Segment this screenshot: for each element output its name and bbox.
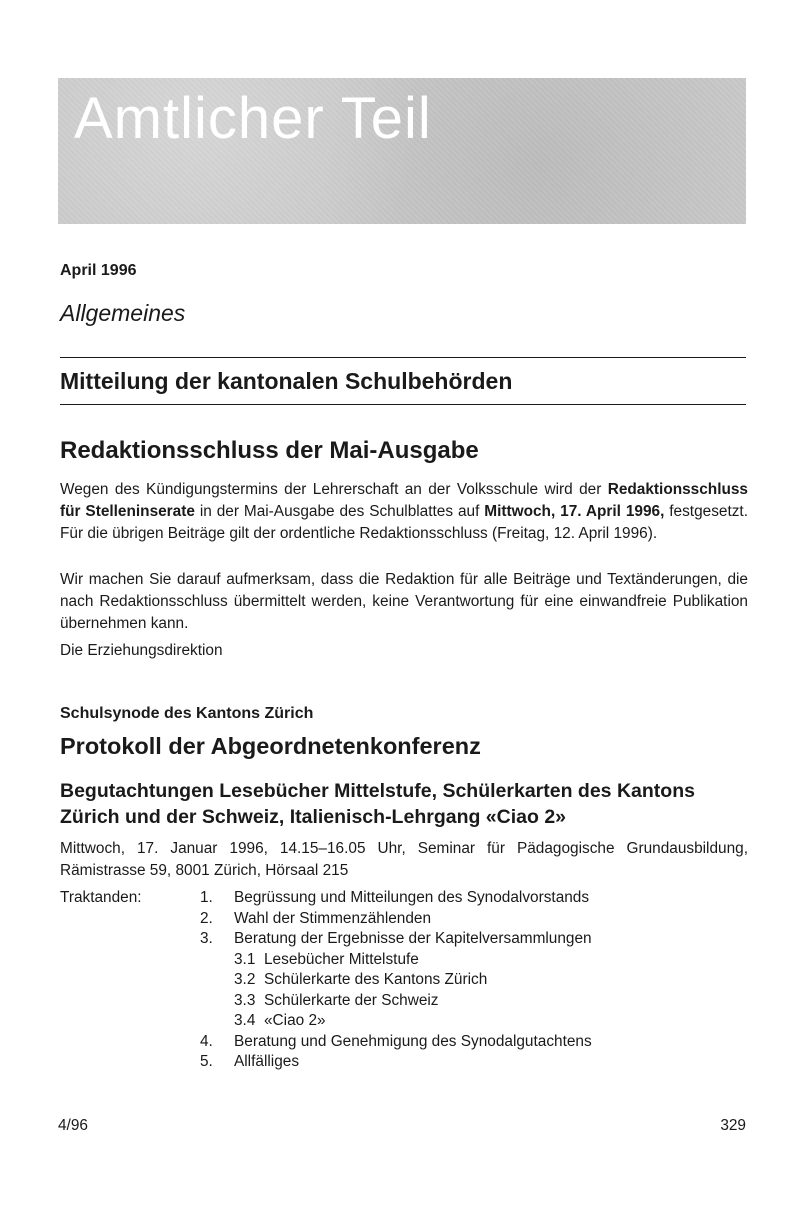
agenda-text: Beratung der Ergebnisse der Kapitelversammlungen bbox=[234, 930, 592, 947]
notice-title: Redaktionsschluss der Mai-Ausgabe bbox=[60, 437, 479, 464]
agenda-item bbox=[200, 909, 592, 930]
agenda-item bbox=[200, 929, 592, 950]
agenda-number: 1. bbox=[200, 889, 213, 906]
agenda-item bbox=[200, 888, 592, 909]
emphasis-deadline: Redaktionsschluss für Stelleninserate bbox=[60, 481, 748, 520]
issue-date: April 1996 bbox=[60, 262, 137, 279]
agenda-number: 3. bbox=[200, 930, 213, 947]
agenda-list bbox=[200, 888, 592, 1073]
agenda-text: Lesebücher Mittelstufe bbox=[264, 950, 419, 968]
agenda-text: Allfälliges bbox=[234, 1053, 300, 1070]
emphasis-date: Mittwoch, 17. April 1996, bbox=[484, 503, 665, 520]
agenda-text: Schülerkarte des Kantons Zürich bbox=[264, 971, 488, 988]
agenda-subitem bbox=[200, 970, 592, 991]
agenda-number: 3.3 bbox=[234, 991, 256, 1009]
agenda-text: Begrüssung und Mitteilungen des Synodalvorstands bbox=[234, 889, 590, 906]
protocol-subtitle: Begutachtungen Lesebücher Mittelstufe, Schülerkarten des Kantons Zürich und der Schweiz, Italienisch-Lehrgang «Ciao 2» bbox=[60, 780, 695, 828]
meeting-details: Mittwoch, 17. Januar 1996, 14.15–16.05 Uhr, Seminar für Pädagogische Grundausbildung, Rämistrasse 59, 8001 Zürich, Hörsaal 215 bbox=[60, 840, 748, 879]
divider-top bbox=[60, 357, 746, 358]
notice-paragraph-2: Wir machen Sie darauf aufmerksam, dass die Redaktion für alle Beiträge und Textänderungen, die nach Redaktionsschluss übermittelt werden, keine Verantwortung für eine einwandfreie Publikation übernehmen kann. bbox=[60, 571, 748, 632]
agenda-text: Wahl der Stimmenzählenden bbox=[234, 909, 432, 927]
agenda-number: 5. bbox=[200, 1053, 213, 1070]
agenda-subitem bbox=[200, 1011, 592, 1032]
agenda-number: 4. bbox=[200, 1032, 213, 1050]
agenda-item bbox=[200, 1032, 592, 1053]
agenda-number: 3.1 bbox=[234, 950, 256, 968]
protocol-title: Protokoll der Abgeordnetenkonferenz bbox=[60, 733, 481, 759]
agenda-number: 3.4 bbox=[234, 1012, 256, 1029]
text-run: in der Mai-Ausgabe des Schulblattes auf bbox=[194, 503, 485, 520]
synod-org: Schulsynode des Kantons Zürich bbox=[60, 705, 314, 722]
section-banner bbox=[58, 78, 746, 224]
agenda-subitem bbox=[200, 950, 592, 971]
page-number: 329 bbox=[720, 1117, 746, 1134]
text-run: Wegen des Kündigungstermins der Lehrerschaft an der Volksschule wird der bbox=[60, 481, 608, 498]
section-label: Allgemeines bbox=[60, 300, 186, 326]
agenda-number: 3.2 bbox=[234, 971, 256, 988]
notice-paragraph-1 bbox=[60, 479, 748, 545]
agenda-label: Traktanden: bbox=[60, 889, 142, 906]
notice-heading: Mitteilung der kantonalen Schulbehörden bbox=[60, 368, 513, 394]
agenda-text: Schülerkarte der Schweiz bbox=[264, 991, 439, 1009]
text-run: festgesetzt. Für die übrigen Beiträge gilt der ordentliche Redaktionsschluss (Freitag, 12. April 1996). bbox=[60, 503, 748, 542]
banner-title: Amtlicher Teil bbox=[74, 86, 432, 151]
agenda-subitem bbox=[200, 991, 592, 1012]
notice-signature: Die Erziehungsdirektion bbox=[60, 642, 223, 659]
agenda-text: «Ciao 2» bbox=[264, 1012, 326, 1029]
agenda-number: 2. bbox=[200, 909, 213, 927]
agenda-text: Beratung und Genehmigung des Synodalgutachtens bbox=[234, 1032, 592, 1050]
agenda-item bbox=[200, 1052, 592, 1073]
issue-number: 4/96 bbox=[58, 1117, 88, 1134]
divider-bottom bbox=[60, 404, 746, 405]
